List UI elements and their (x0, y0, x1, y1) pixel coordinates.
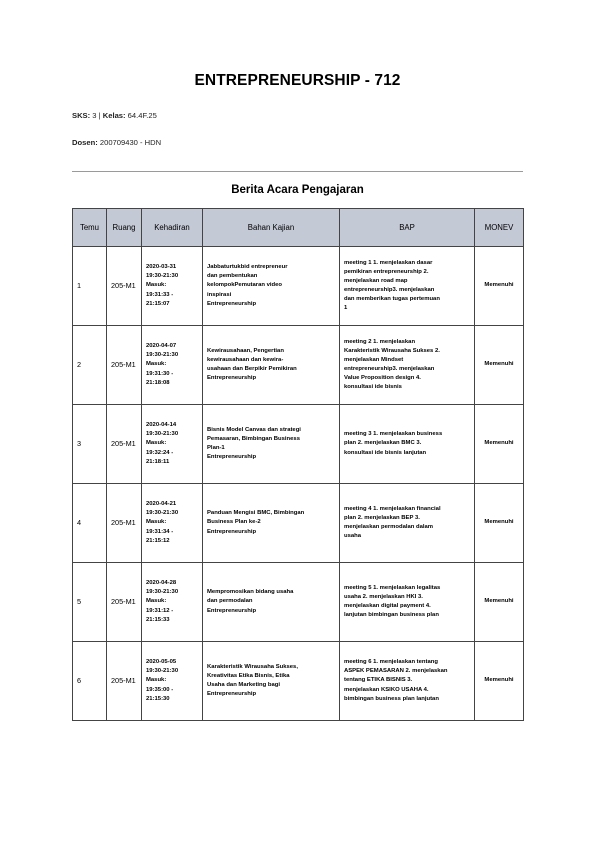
cell-monev: Memenuhi (475, 405, 524, 484)
bahan-kajian-line: Bisnis Model Canvas dan strategi (207, 426, 301, 433)
cell-ruang: 205-M1 (107, 642, 142, 721)
cell-monev: Memenuhi (475, 326, 524, 405)
kehadiran-line: 2020-05-05 (146, 659, 177, 666)
cell-kehadiran (142, 326, 203, 405)
bahan-kajian-line: inspirasi (207, 291, 232, 298)
bahan-kajian-line: Usaha dan Marketing bagi (207, 682, 280, 688)
bahan-kajian-line: dan pembentukan (207, 273, 258, 280)
cell-temu: 2 (73, 326, 107, 405)
bahan-kajian-line: Entrepreneurship (207, 528, 257, 535)
meta-separator: | (98, 111, 101, 120)
bap-line: menjelaskan Mindset (344, 356, 404, 363)
kehadiran-line: Masuk: (146, 282, 167, 289)
bap-line: ASPEK PEMASARAN 2. menjelaskan (344, 668, 448, 675)
cell-bap (340, 405, 475, 484)
cell-ruang: 205-M1 (107, 326, 142, 405)
kehadiran-line: 19:31:30 - (146, 370, 174, 377)
cell-bap (340, 563, 475, 642)
cell-bahan-kajian (203, 405, 340, 484)
kehadiran-line: 21:18:08 (146, 379, 170, 386)
course-meta-dosen (72, 138, 161, 147)
table-row (73, 326, 524, 405)
header-kehadiran: Kehadiran (142, 209, 203, 247)
cell-kehadiran (142, 563, 203, 642)
bahan-kajian-line: Plan-1 (207, 445, 225, 451)
kehadiran-line: 21:15:30 (146, 695, 170, 702)
cell-bahan-kajian (203, 563, 340, 642)
kehadiran-line: 19:35:00 - (146, 686, 174, 693)
bap-table (72, 208, 524, 721)
bahan-kajian-line: Entrepreneurship (207, 300, 257, 307)
header-bahan-kajian: Bahan Kajian (203, 209, 340, 247)
bap-line: pemikiran entrepreneurship 2. (344, 268, 429, 275)
bahan-kajian-line: Entrepreneurship (207, 375, 257, 382)
cell-bap (340, 642, 475, 721)
kehadiran-line: 21:15:07 (146, 300, 170, 307)
sks-label: SKS: (72, 111, 91, 120)
cell-ruang: 205-M1 (107, 405, 142, 484)
table-row (73, 247, 524, 326)
cell-ruang: 205-M1 (107, 247, 142, 326)
bahan-kajian-line: Jabbaturtukbid entrepreneur (207, 264, 288, 271)
bap-line: 1 (344, 305, 348, 312)
kehadiran-line: 19:31:34 - (146, 528, 174, 535)
kehadiran-line: 21:18:11 (146, 458, 170, 465)
table-row (73, 642, 524, 721)
bap-line: usaha (344, 533, 362, 540)
bap-line: meeting 6 1. menjelaskan tentang (344, 659, 438, 666)
cell-kehadiran (142, 247, 203, 326)
kehadiran-line: Masuk: (146, 677, 167, 684)
cell-temu: 5 (73, 563, 107, 642)
cell-monev: Memenuhi (475, 247, 524, 326)
kehadiran-line: 2020-04-28 (146, 580, 177, 587)
kehadiran-line: 19:30-21:30 (146, 431, 179, 438)
bap-line: bimbingan business plan lanjutan (344, 695, 439, 702)
bahan-kajian-line: Entrepreneurship (207, 454, 257, 461)
cell-monev: Memenuhi (475, 642, 524, 721)
cell-bahan-kajian (203, 484, 340, 563)
cell-temu: 1 (73, 247, 107, 326)
bahan-kajian-line: Karakteristik Wirausaha Sukses, (207, 663, 298, 670)
bap-line: menjelaskan road map (344, 277, 408, 284)
kehadiran-line: 2020-04-21 (146, 501, 177, 508)
cell-bap (340, 247, 475, 326)
cell-kehadiran (142, 642, 203, 721)
bap-line: menjelaskan digital payment 4. (344, 603, 431, 609)
table-row (73, 484, 524, 563)
header-monev: MONEV (475, 209, 524, 247)
sks-value: 3 (92, 111, 97, 120)
kehadiran-line: 21:15:12 (146, 537, 170, 544)
bahan-kajian-line: Entrepreneurship (207, 607, 257, 614)
bahan-kajian-line: Kewirausahaan, Pengertian (207, 347, 284, 354)
section-title: Berita Acara Pengajaran (231, 184, 364, 196)
bahan-kajian-line: Kreativitas Etika Bisnis, Etika (207, 672, 290, 679)
cell-ruang: 205-M1 (107, 563, 142, 642)
cell-kehadiran (142, 484, 203, 563)
cell-temu: 6 (73, 642, 107, 721)
bap-line: plan 2. menjelaskan BEP 3. (344, 514, 420, 521)
kehadiran-line: 19:31:12 - (146, 607, 174, 614)
kehadiran-line: 2020-03-31 (146, 264, 177, 271)
bap-line: meeting 3 1. menjelaskan business (344, 431, 443, 438)
bap-line: entrepreneurship3. menjelaskan (344, 287, 435, 293)
bahan-kajian-line: Mempromosikan bidang usaha (207, 589, 294, 596)
cell-bahan-kajian (203, 326, 340, 405)
dosen-value: 200709430 - HDN (99, 138, 162, 147)
header-temu: Temu (73, 209, 107, 247)
kehadiran-line: 19:30-21:30 (146, 589, 179, 596)
kehadiran-line: Masuk: (146, 519, 167, 526)
bap-line: lanjutan bimbingan business plan (344, 612, 439, 619)
table-row (73, 405, 524, 484)
cell-kehadiran (142, 405, 203, 484)
bap-line: tentang ETIKA BISNIS 3. (344, 677, 413, 684)
table-row (73, 563, 524, 642)
header-ruang: Ruang (107, 209, 142, 247)
bap-line: dan memberikan tugas pertemuan (344, 296, 440, 303)
bap-line: meeting 2 1. menjelaskan (344, 338, 416, 345)
kehadiran-line: 19:30-21:30 (146, 510, 179, 517)
table-header-row (73, 209, 524, 247)
bahan-kajian-line: Business Plan ke-2 (207, 519, 261, 526)
cell-bap (340, 326, 475, 405)
kehadiran-line: 2020-04-07 (146, 343, 177, 350)
bahan-kajian-line: usahaan dan Berpikir Pemikiran (207, 366, 297, 372)
bap-line: meeting 4 1. menjelaskan financial (344, 505, 441, 512)
kehadiran-line: Masuk: (146, 440, 167, 447)
cell-temu: 3 (73, 405, 107, 484)
course-title: ENTREPRENEURSHIP - 712 (194, 72, 401, 89)
bahan-kajian-line: kelompokPemutaran video (207, 282, 282, 289)
bahan-kajian-line: Pemasaran, Bimbingan Business (207, 435, 300, 442)
bap-line: konsultasi ide bisnis lanjutan (344, 449, 427, 456)
kehadiran-line: 2020-04-14 (146, 422, 177, 429)
bahan-kajian-line: Entrepreneurship (207, 691, 257, 698)
cell-ruang: 205-M1 (107, 484, 142, 563)
kelas-value: 64.4F.25 (127, 111, 157, 120)
cell-bahan-kajian (203, 247, 340, 326)
cell-monev: Memenuhi (475, 563, 524, 642)
section-divider (72, 171, 523, 172)
bap-line: meeting 5 1. menjelaskan legalitas (344, 584, 441, 591)
cell-bahan-kajian (203, 642, 340, 721)
kehadiran-line: 19:30-21:30 (146, 273, 179, 280)
bap-line: Karakteristik Wirausaha Sukses 2. (344, 347, 440, 354)
bap-line: entrepreneurship3. menjelaskan (344, 366, 435, 372)
kelas-label: Kelas: (102, 111, 126, 120)
kehadiran-line: Masuk: (146, 361, 167, 368)
bahan-kajian-line: dan permodalan (207, 598, 253, 605)
bap-line: menjelaskan KSIKO USAHA 4. (344, 686, 429, 693)
bap-line: usaha 2. menjelaskan HKI 3. (344, 593, 423, 600)
bap-line: meeting 1 1. menjelaskan dasar (344, 259, 433, 266)
bap-line: menjelaskan permodalan dalam (344, 524, 434, 530)
kehadiran-line: 19:30-21:30 (146, 352, 179, 359)
bap-line: konsultasi ide bisnis (344, 384, 402, 391)
cell-bap (340, 484, 475, 563)
dosen-label: Dosen: (72, 138, 98, 147)
bap-line: Value Proposition design 4. (344, 375, 421, 382)
course-meta-sks-kelas (72, 111, 157, 120)
bap-line: plan 2. menjelaskan BMC 3. (344, 440, 422, 447)
bahan-kajian-line: kewirausahaan dan kewira- (207, 356, 284, 363)
bahan-kajian-line: Panduan Mengisi BMC, Bimbingan (207, 510, 305, 517)
header-bap: BAP (340, 209, 475, 247)
kehadiran-line: 19:31:33 - (146, 291, 174, 298)
kehadiran-line: 19:30-21:30 (146, 668, 179, 675)
kehadiran-line: 21:15:33 (146, 616, 170, 623)
kehadiran-line: 19:32:24 - (146, 449, 174, 456)
cell-temu: 4 (73, 484, 107, 563)
kehadiran-line: Masuk: (146, 598, 167, 605)
cell-monev: Memenuhi (475, 484, 524, 563)
